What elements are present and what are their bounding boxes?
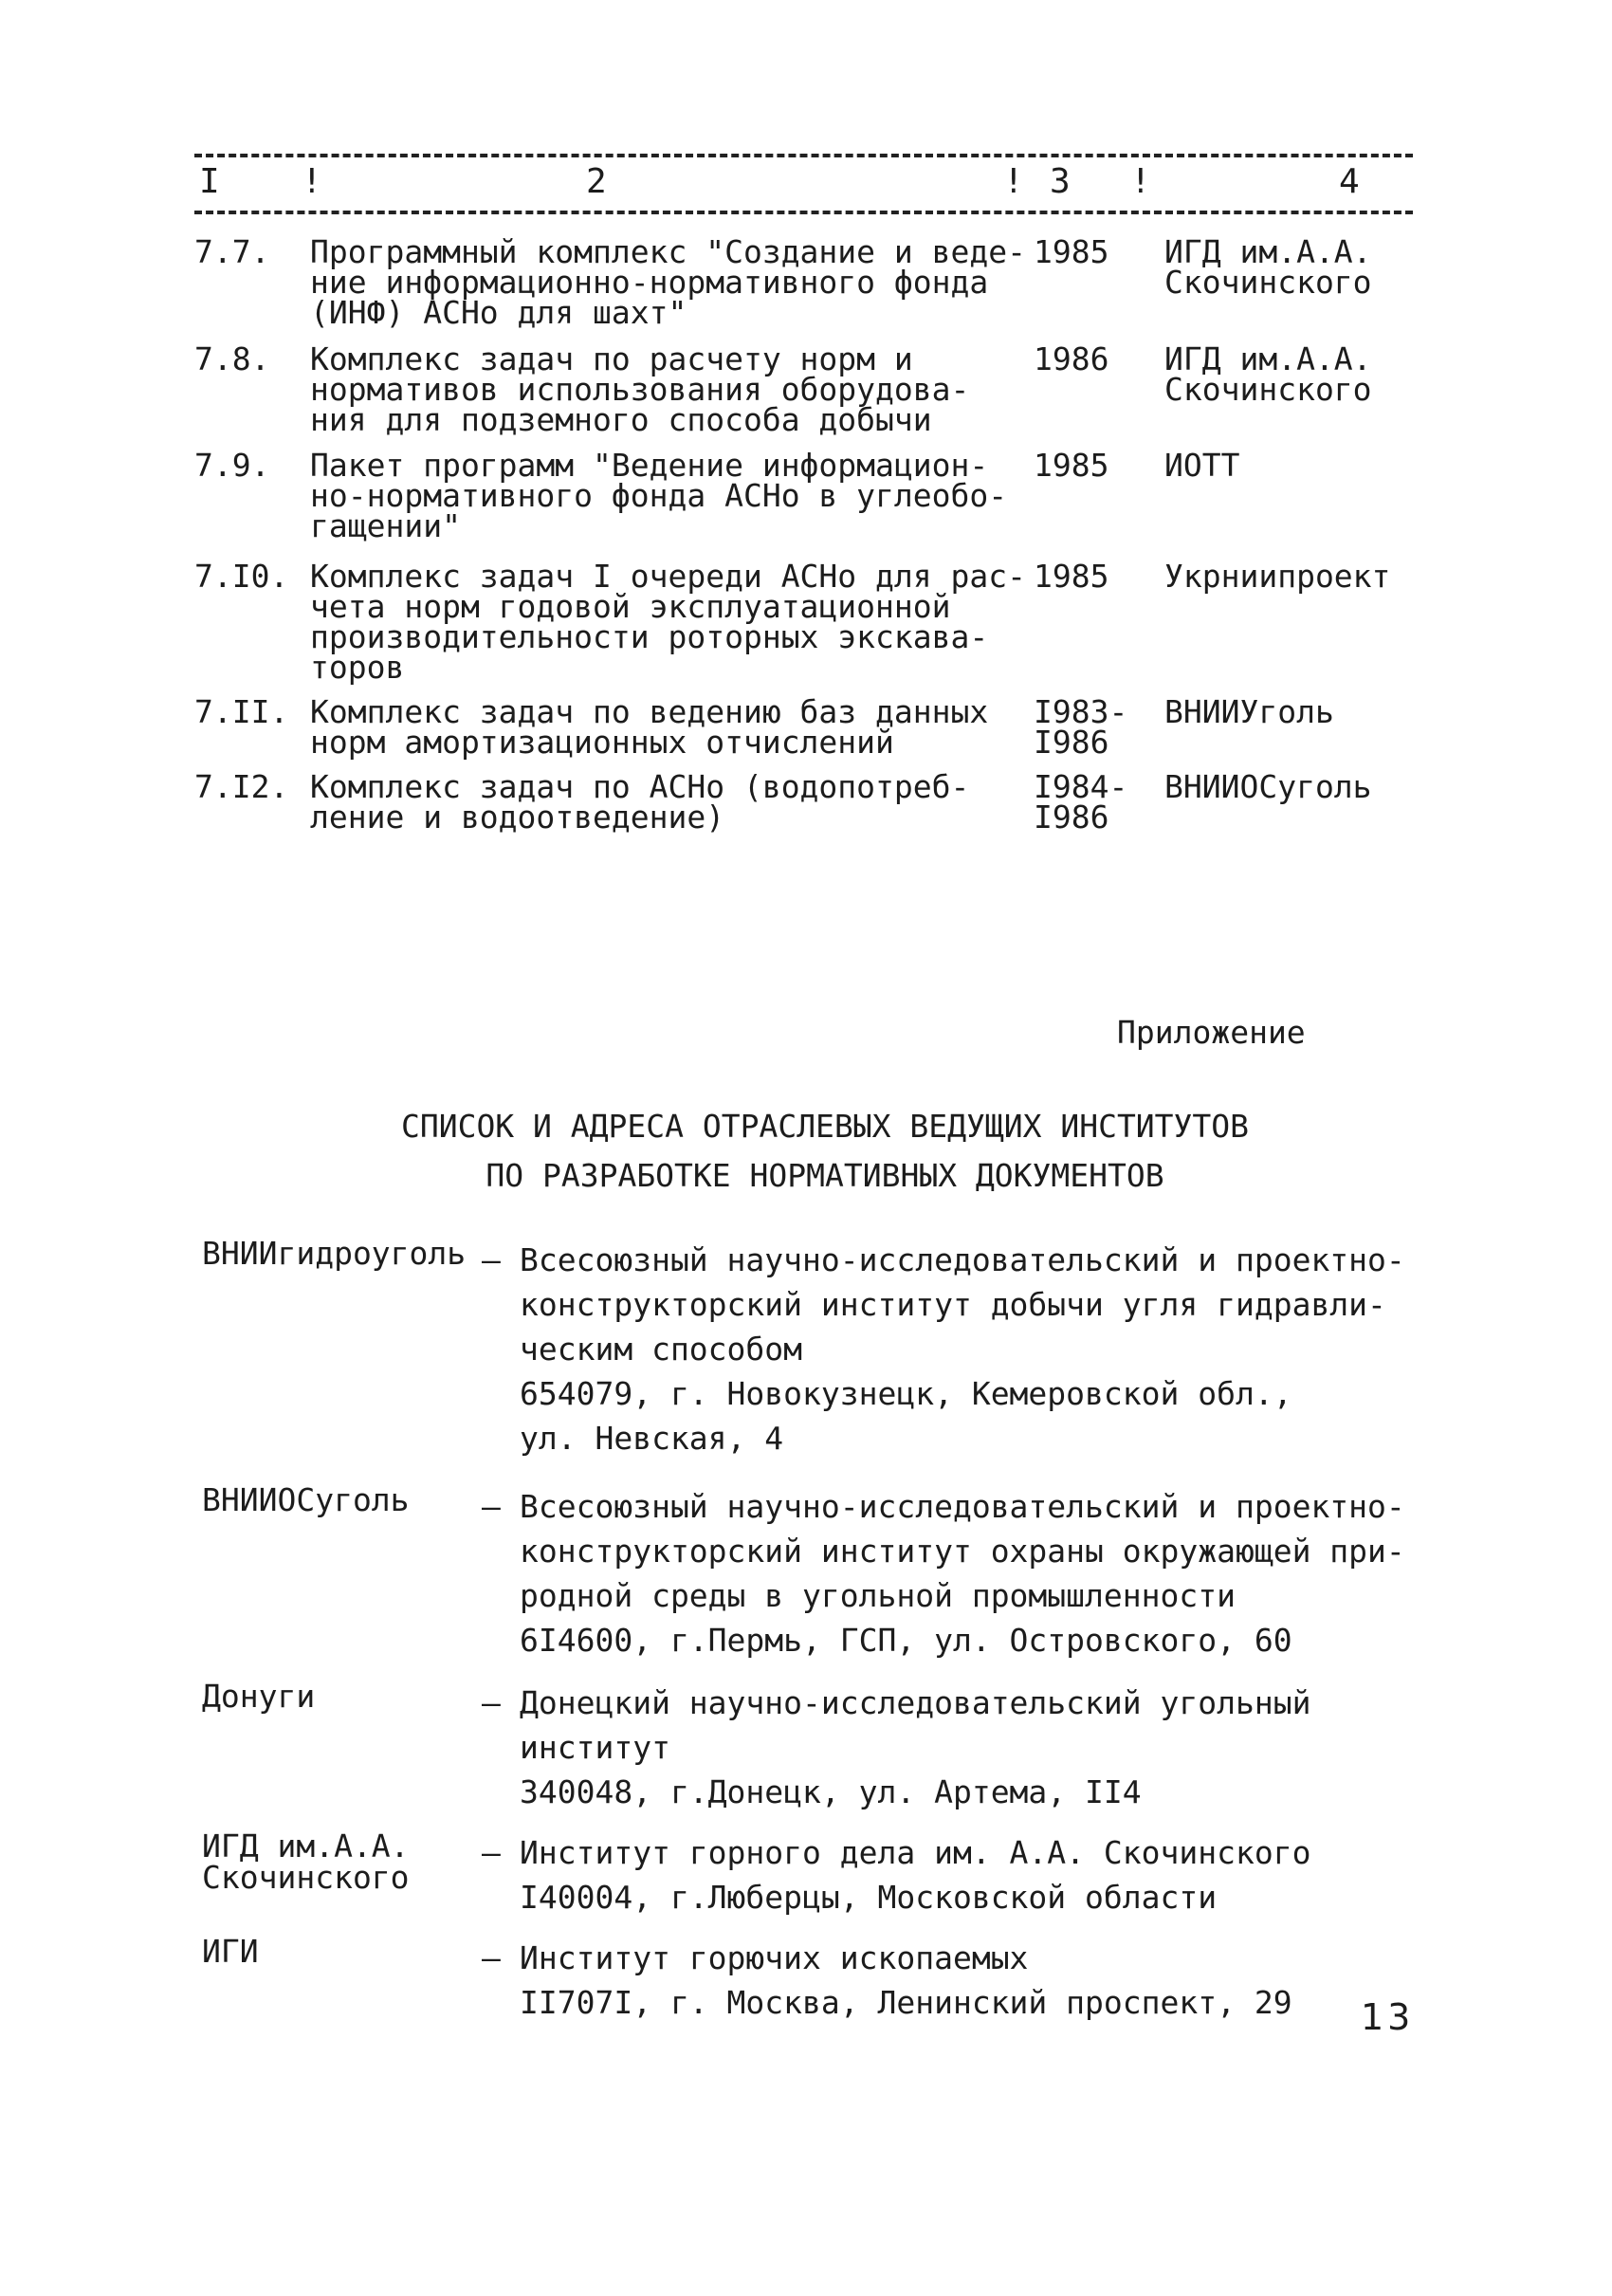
institute-details: Институт горного дела им. А.А. Скочинского I40004, г.Люберцы, Московской области bbox=[520, 1834, 1311, 1916]
row-year: 1986 bbox=[1034, 340, 1109, 377]
appendix-title-line: СПИСОК И АДРЕСА ОТРАСЛЕВЫХ ВЕДУЩИХ ИНСТИТУТОВ bbox=[400, 1108, 1250, 1145]
row-organization: ВНИИОСуголь bbox=[1164, 768, 1372, 805]
appendix-title bbox=[0, 1102, 1612, 1201]
row-number: 7.II. bbox=[194, 693, 289, 730]
row-year: 1985 bbox=[1034, 558, 1109, 595]
row-number: 7.I2. bbox=[194, 768, 289, 805]
row-organization: ИОТТ bbox=[1164, 447, 1240, 484]
row-year: I983- I986 bbox=[1034, 693, 1128, 761]
column-number-1: I bbox=[199, 162, 220, 201]
appendix-label: Приложение bbox=[1117, 1014, 1306, 1051]
row-year: I984- I986 bbox=[1034, 768, 1128, 836]
column-number-2: 2 bbox=[586, 162, 607, 201]
row-name: Комплекс задач по АСНо (водопотреб- ление и водоотведение) bbox=[310, 768, 970, 836]
institute-details: Всесоюзный научно-исследовательский и проектно- конструкторский институт охраны окружающей при- родной среды в угольной промышленности 6I4600, г.Пермь, ГСП, ул. Островского, 60 bbox=[520, 1488, 1405, 1659]
column-number-4: 4 bbox=[1339, 162, 1360, 201]
table-top-rule bbox=[194, 154, 1413, 157]
appendix-title-line: ПО РАЗРАБОТКЕ НОРМАТИВНЫХ ДОКУМЕНТОВ bbox=[485, 1157, 1164, 1194]
row-number: 7.I0. bbox=[194, 558, 289, 595]
institute-abbreviation: ИГД им.А.А. Скочинского bbox=[202, 1828, 410, 1896]
row-number: 7.8. bbox=[194, 340, 270, 377]
row-number: 7.9. bbox=[194, 447, 270, 484]
row-number: 7.7. bbox=[194, 233, 270, 270]
institute-details: Донецкий научно-исследовательский угольный институт 340048, г.Донецк, ул. Артема, II4 bbox=[520, 1684, 1311, 1810]
row-name: Программный комплекс "Создание и веде- ние информационно-нормативного фонда (ИНФ) АСНо для шахт" bbox=[310, 233, 1026, 331]
institute-abbreviation: ИГИ bbox=[202, 1933, 259, 1970]
row-name: Комплекс задач по ведению баз данных норм амортизационных отчислений bbox=[310, 693, 989, 761]
row-organization: ИГД им.А.А. Скочинского bbox=[1164, 233, 1372, 301]
institute-abbreviation: ВНИИгидроуголь bbox=[202, 1235, 467, 1272]
institute-details: Институт горючих ископаемых II707I, г. Москва, Ленинский проспект, 29 bbox=[520, 1939, 1292, 2021]
row-name: Комплекс задач I очереди АСНо для рас- чета норм годовой эксплуатационной производительности роторных экскава- торов bbox=[310, 558, 1026, 686]
institute-abbreviation: Донуги bbox=[202, 1678, 316, 1715]
column-number-3: 3 bbox=[1050, 162, 1071, 201]
institute-details: Всесоюзный научно-исследовательский и проектно- конструкторский институт добычи угля гидравли- ческим способом 654079, г. Новокузнецк, Кемеровской обл., ул. Невская, 4 bbox=[520, 1241, 1405, 1457]
page-number: 13 bbox=[1361, 1996, 1415, 2038]
institute-abbreviation: ВНИИОСуголь bbox=[202, 1481, 410, 1518]
row-organization: ИГД им.А.А. Скочинского bbox=[1164, 340, 1372, 408]
row-organization: ВНИИУголь bbox=[1164, 693, 1334, 730]
row-name: Пакет программ "Ведение информацион- но-нормативного фонда АСНо в углеобо- гащении" bbox=[310, 447, 1008, 544]
row-year: 1985 bbox=[1034, 233, 1109, 270]
row-organization: Укрниипроект bbox=[1164, 558, 1391, 595]
row-name: Комплекс задач по расчету норм и нормативов использования оборудова- ния для подземного способа добычи bbox=[310, 340, 970, 438]
table-header-rule bbox=[194, 211, 1413, 214]
document-page: I ! 2 ! 3 ! 4 7.7. Программный комплекс "Создание и веде- ние информационно-нормативного фонда (ИНФ) АСНо для шахт" 1985 ИГД им.А.А. Скочинского 7.8. Комплекс задач по расчету норм и нормативов использования оборудова- ния для подземного способа добычи 1986 ИГД им.А.А. Скочинского 7.9. Пакет программ "Ведение информацион- но-нормативного фонда АСНо в углеобо- гащении" 1985 ИОТТ 7.I0. Комплекс задач I очереди АСНо для рас- чета норм годовой эксплуатационной производительности роторных экскава- торов 1985 Укрниипроект 7.II. Комплекс задач по ведению баз данных норм амортизационных отчислений I983- I986 ВНИИУголь 7.I2. Комплекс задач по АСНо (водопотреб- ление и водоотведение) I984- I986 ВНИИОСуголь Приложение СПИСОК И АДРЕСА ОТРАСЛЕВЫХ ВЕДУЩИХ ИНСТИТУТОВ ПО РАЗРАБОТКЕ НОРМАТИВНЫХ ДОКУМЕНТОВ ВНИИгидроуголь – Всесоюзный научно-исследовательский и проектно- конструкторский институт добычи угля гидравли- ческим способом 654079, г. Новокузнецк, Кемеровской обл., ул. Невская, 4 ВНИИОСуголь – Всесоюзный научно-исследовательский и проектно- конструкторский институт охраны окружающей при- родной среды в угольной промышленности 6I4600, г.Пермь, ГСП, ул. Островского, 60 Донуги – Донецкий научно-исследовательский угольный институт 340048, г.Донецк, ул. Артема, II4 ИГД им.А.А. Скочинского – Институт горного дела им. А.А. Скочинского I40004, г.Люберцы, Московской области ИГИ – Институт горючих ископаемых II707I, г. Москва, Ленинский проспект, 29 13 bbox=[0, 0, 1612, 2296]
row-year: 1985 bbox=[1034, 447, 1109, 484]
